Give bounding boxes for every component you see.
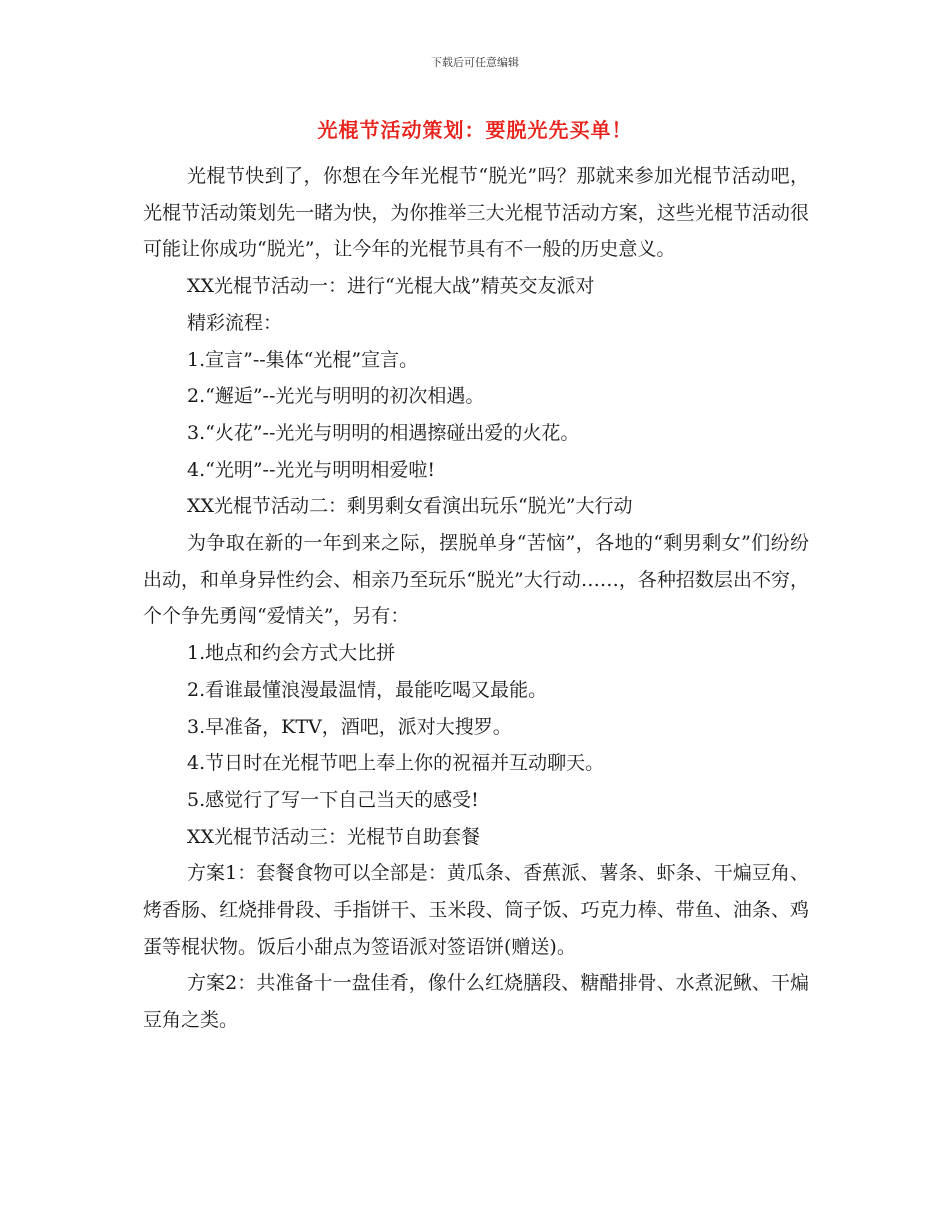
- activity-three-heading: XX光棍节活动三：光棍节自助套餐: [187, 825, 481, 848]
- document-body: [143, 158, 809, 1039]
- list-item: 1.宣言”--集体“光棍”宣言。: [187, 348, 419, 371]
- activity-two-paragraph: 为争取在新的一年到来之际，摆脱单身“苦恼”，各地的“剩男剩女”们纷纷出动，和单身异性约会、相亲乃至玩乐“脱光”大行动……，各种招数层出不穷，个个争先勇闯“爱情关”，另有：: [143, 532, 809, 628]
- activity-one-heading: XX光棍节活动一：进行“光棍大战”精英交友派对: [187, 275, 595, 298]
- intro-paragraph: 光棍节快到了，你想在今年光棍节“脱光”吗？那就来参加光棍节活动吧，光棍节活动策划先一睹为快，为你推举三大光棍节活动方案，这些光棍节活动很可能让你成功“脱光”，让今年的光棍节具有不一般的历史意义。: [143, 165, 809, 261]
- plan-one-paragraph: 方案1：套餐食物可以全部是：黄瓜条、香蕉派、薯条、虾条、干煸豆角、烤香肠、红烧排骨段、手指饼干、玉米段、筒子饭、巧克力棒、带鱼、油条、鸡蛋等棍状物。饭后小甜点为签语派对签语饼(赠送)。: [143, 862, 809, 958]
- list-item: 2.看谁最懂浪漫最温情，最能吃喝又最能。: [187, 678, 548, 701]
- list-item: 1.地点和约会方式大比拼: [187, 642, 396, 665]
- list-item: 3.早准备，KTV，酒吧，派对大搜罗。: [187, 715, 512, 738]
- list-item: 2.“邂逅”--光光与明明的初次相遇。: [187, 385, 485, 408]
- page-header-note: 下载后可任意编辑: [431, 56, 519, 69]
- list-item: 4.节日时在光棍节吧上奉上你的祝福并互动聊天。: [187, 752, 605, 775]
- process-heading: 精彩流程：: [187, 311, 283, 334]
- document-title: 光棍节活动策划：要脱光先买单！: [317, 118, 633, 142]
- list-item: 3.“火花”--光光与明明的相遇擦碰出爱的火花。: [187, 421, 580, 444]
- list-item: 5.感觉行了写一下自己当天的感受!: [187, 788, 479, 811]
- list-item: 4.“光明”--光光与明明相爱啦!: [187, 458, 436, 481]
- plan-two-paragraph: 方案2：共准备十一盘佳肴，像什么红烧膳段、糖醋排骨、水煮泥鳅、干煸豆角之类。: [143, 972, 809, 1032]
- activity-two-heading: XX光棍节活动二：剩男剩女看演出玩乐“脱光”大行动: [187, 495, 633, 518]
